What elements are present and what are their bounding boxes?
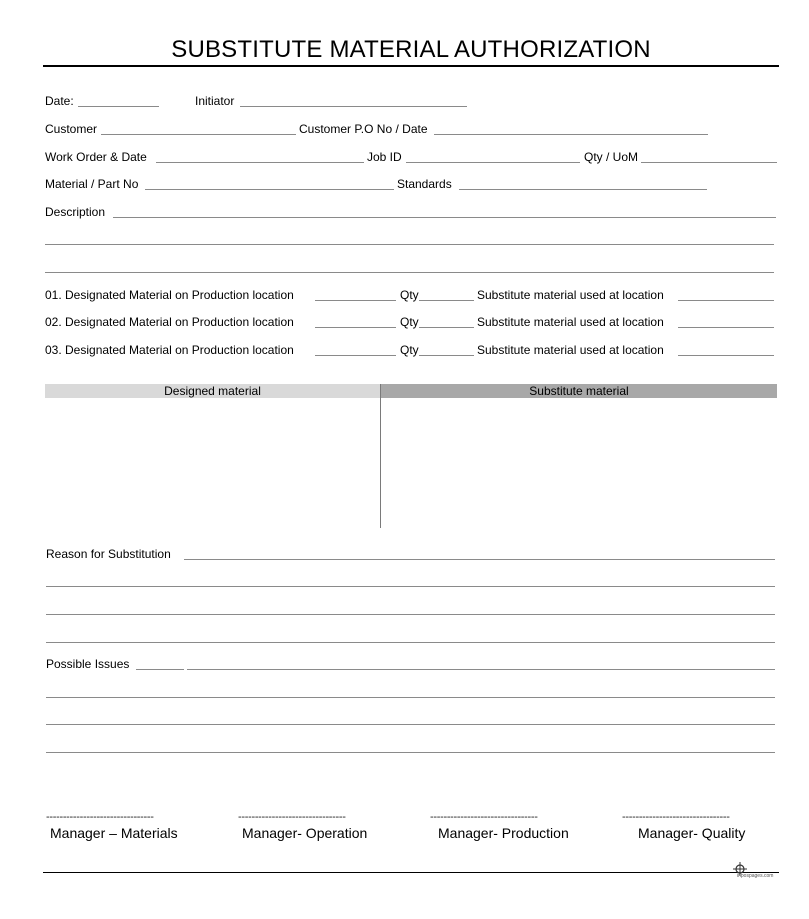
- reason-line-4[interactable]: [46, 642, 775, 643]
- possible-issues-line-3[interactable]: [46, 724, 775, 725]
- initiator-field[interactable]: [240, 106, 467, 107]
- qty-uom-field[interactable]: [641, 162, 777, 163]
- designated-row-1-substitute-label: Substitute material used at location: [477, 288, 664, 302]
- designated-row-1-qty-label: Qty: [400, 288, 419, 302]
- designated-row-3-substitute-label: Substitute material used at location: [477, 343, 664, 357]
- qty-uom-label: Qty / UoM: [584, 150, 639, 164]
- possible-issues-line-4[interactable]: [46, 752, 775, 753]
- customer-label: Customer: [45, 122, 98, 136]
- signature-role-quality: Manager- Quality: [638, 825, 746, 841]
- designated-row-2-substitute-label: Substitute material used at location: [477, 315, 664, 329]
- work-order-label: Work Order & Date: [45, 150, 147, 164]
- designated-row-2-label: 02. Designated Material on Production location: [45, 315, 294, 329]
- date-field[interactable]: [78, 106, 159, 107]
- description-line-2[interactable]: [45, 244, 774, 245]
- customer-field[interactable]: [101, 134, 296, 135]
- reason-label: Reason for Substitution: [46, 547, 171, 561]
- substitute-material-area[interactable]: [382, 398, 777, 528]
- title-divider: [43, 65, 779, 67]
- substitute-material-header: Substitute material: [381, 384, 777, 398]
- designated-row-1-substitute[interactable]: [678, 300, 774, 301]
- designated-row-2-substitute[interactable]: [678, 327, 774, 328]
- customer-po-field[interactable]: [434, 134, 708, 135]
- job-id-label: Job ID: [367, 150, 402, 164]
- watermark-text: inpospages.com: [737, 873, 774, 879]
- standards-field[interactable]: [459, 189, 707, 190]
- designated-row-3-qty-label: Qty: [400, 343, 419, 357]
- reason-line-2[interactable]: [46, 586, 775, 587]
- signature-line-operation[interactable]: --------------------------------: [238, 811, 346, 823]
- designated-row-2-qty-label: Qty: [400, 315, 419, 329]
- material-part-field[interactable]: [145, 189, 394, 190]
- date-label: Date:: [45, 94, 74, 108]
- table-column-divider: [380, 384, 381, 528]
- customer-po-label: Customer P.O No / Date: [299, 122, 428, 136]
- designated-row-3-label: 03. Designated Material on Production location: [45, 343, 294, 357]
- description-line-3[interactable]: [45, 272, 774, 273]
- designated-row-2-qty[interactable]: [419, 327, 474, 328]
- job-id-field[interactable]: [406, 162, 580, 163]
- description-field[interactable]: [113, 217, 776, 218]
- signature-role-materials: Manager – Materials: [50, 825, 178, 841]
- description-label: Description: [45, 205, 106, 219]
- reason-field[interactable]: [184, 559, 775, 560]
- signature-role-operation: Manager- Operation: [242, 825, 368, 841]
- designated-row-3-qty[interactable]: [419, 355, 474, 356]
- material-part-label: Material / Part No: [45, 177, 139, 191]
- possible-issues-field-short[interactable]: [136, 669, 184, 670]
- designed-material-header: Designed material: [45, 384, 380, 398]
- designated-row-1-location[interactable]: [315, 300, 396, 301]
- possible-issues-label: Possible Issues: [46, 657, 130, 671]
- designated-row-3-location[interactable]: [315, 355, 396, 356]
- possible-issues-line-2[interactable]: [46, 697, 775, 698]
- reason-line-3[interactable]: [46, 614, 775, 615]
- designated-row-2-location[interactable]: [315, 327, 396, 328]
- initiator-label: Initiator: [195, 94, 235, 108]
- designated-row-1-label: 01. Designated Material on Production location: [45, 288, 294, 302]
- designated-row-3-substitute[interactable]: [678, 355, 774, 356]
- signature-line-production[interactable]: --------------------------------: [430, 811, 538, 823]
- designed-material-area[interactable]: [45, 398, 379, 528]
- signature-line-quality[interactable]: --------------------------------: [622, 811, 730, 823]
- signature-role-production: Manager- Production: [438, 825, 569, 841]
- form-title: SUBSTITUTE MATERIAL AUTHORIZATION: [171, 36, 651, 63]
- designated-row-1-qty[interactable]: [419, 300, 474, 301]
- signature-line-materials[interactable]: --------------------------------: [46, 811, 154, 823]
- work-order-field[interactable]: [156, 162, 364, 163]
- footer-divider: [43, 872, 779, 873]
- possible-issues-field[interactable]: [187, 669, 775, 670]
- standards-label: Standards: [397, 177, 452, 191]
